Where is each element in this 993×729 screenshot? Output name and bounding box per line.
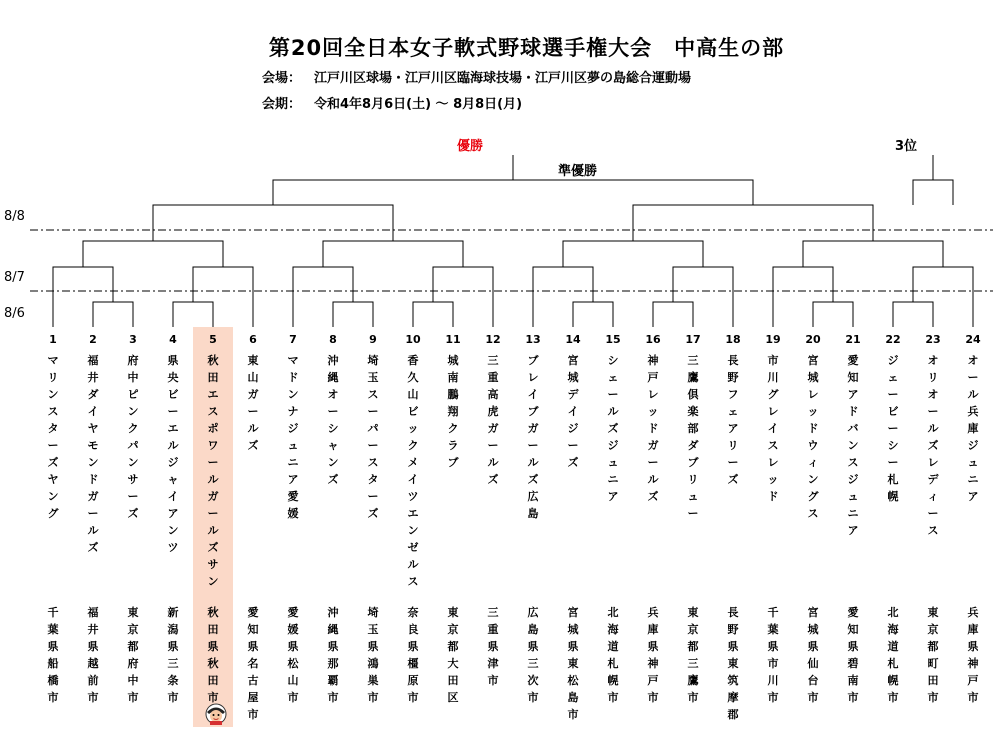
team-name: 香久山ビックメイツエンゼルス xyxy=(407,354,419,588)
team-city: 愛知県碧南市 xyxy=(847,606,859,704)
team-number: 19 xyxy=(765,333,781,346)
team-number: 1 xyxy=(49,333,57,346)
team-city: 兵庫県神戸市 xyxy=(647,606,659,704)
team-number: 12 xyxy=(485,333,501,346)
team-number: 15 xyxy=(605,333,621,346)
team-name: 県央ビーエルジャイアンツ xyxy=(167,354,179,554)
team-name: 城南鵬翔クラブ xyxy=(447,354,459,469)
round-date-second: 8/7 xyxy=(4,270,25,285)
team-number: 14 xyxy=(565,333,581,346)
team-name: 宮城デイジーズ xyxy=(567,354,579,469)
team-number: 18 xyxy=(725,333,741,346)
team-name: 宮城レッドウィングス xyxy=(807,354,819,520)
team-number: 16 xyxy=(645,333,661,346)
team-city: 東京都府中市 xyxy=(127,606,139,704)
team-name: 三重高虎ガールズ xyxy=(487,354,499,486)
team-city: 北海道札幌市 xyxy=(607,606,619,704)
team-city: 三重県津市 xyxy=(487,606,499,687)
team-city: 福井県越前市 xyxy=(87,606,99,704)
team-number: 7 xyxy=(289,333,297,346)
team-number: 3 xyxy=(129,333,137,346)
team-city: 千葉県市川市 xyxy=(767,606,779,704)
venue-label: 会場： xyxy=(262,71,302,86)
team-number: 5 xyxy=(209,333,217,346)
team-number: 13 xyxy=(525,333,541,346)
team-name: 府中ピンクパンサーズ xyxy=(127,354,139,520)
team-city: 千葉県船橋市 xyxy=(47,606,59,704)
page-title: 第20回全日本女子軟式野球選手権大会 中高生の部 xyxy=(268,36,785,60)
team-name: 福井ダイヤモンドガールズ xyxy=(87,354,99,554)
team-city: 埼玉県鴻巣市 xyxy=(367,606,379,704)
team-number: 4 xyxy=(169,333,177,346)
team-name: オリオールズレディース xyxy=(927,354,939,537)
team-city: 秋田県秋田市 xyxy=(207,606,219,704)
team-number: 20 xyxy=(805,333,821,346)
team-city: 東京都町田市 xyxy=(927,606,939,704)
team-city: 長野県東筑摩郡 xyxy=(727,606,739,721)
third-place-label: 3位 xyxy=(895,139,918,154)
team-number: 23 xyxy=(925,333,941,346)
team-number: 10 xyxy=(405,333,421,346)
runner-up-label: 準優勝 xyxy=(558,164,598,179)
team-name: 埼玉スーパースターズ xyxy=(367,354,379,520)
team-city: 奈良県橿原市 xyxy=(407,606,419,704)
team-number: 17 xyxy=(685,333,701,346)
team-name: ブレイブガールズ広島 xyxy=(527,354,539,520)
team-number: 6 xyxy=(249,333,257,346)
team-city: 新潟県三条市 xyxy=(167,606,179,704)
mascot-icon xyxy=(205,703,227,725)
team-name: 長野フェアリーズ xyxy=(727,354,739,486)
team-number: 24 xyxy=(965,333,981,346)
team-city: 愛媛県松山市 xyxy=(287,606,299,704)
team-name: ジェービーシー札幌 xyxy=(887,354,899,503)
team-name: オール兵庫ジュニア xyxy=(967,354,979,503)
round-date-final: 8/8 xyxy=(4,209,25,224)
team-city: 沖縄県那覇市 xyxy=(327,606,339,704)
team-city: 宮城県東松島市 xyxy=(567,606,579,721)
team-number: 9 xyxy=(369,333,377,346)
team-city: 東京都大田区 xyxy=(447,606,459,704)
team-name: マリンスターズヤング xyxy=(47,354,59,520)
team-number: 22 xyxy=(885,333,901,346)
team-number: 11 xyxy=(445,333,461,346)
period-text: 令和4年8月6日(土) 〜 8月8日(月) xyxy=(314,97,523,112)
team-name: 三鷹倶楽部ダブリュー xyxy=(687,354,699,520)
champion-label: 優勝 xyxy=(457,139,484,154)
team-city: 宮城県仙台市 xyxy=(807,606,819,704)
team-name: シェールズジュニア xyxy=(607,354,619,503)
team-city: 愛知県名古屋市 xyxy=(247,606,259,721)
team-name: 沖縄オーシャンズ xyxy=(327,354,339,486)
team-city: 北海道札幌市 xyxy=(887,606,899,704)
team-name: 東山ガールズ xyxy=(247,354,259,452)
period-label: 会期： xyxy=(262,97,302,112)
round-date-first: 8/6 xyxy=(4,306,25,321)
team-name: 秋田エスポワールガールズサン xyxy=(207,354,219,588)
team-name: マドンナジュニア愛媛 xyxy=(287,354,299,520)
team-city: 広島県三次市 xyxy=(527,606,539,704)
team-number: 2 xyxy=(89,333,97,346)
team-name: 神戸レッドガールズ xyxy=(647,354,659,503)
team-city: 東京都三鷹市 xyxy=(687,606,699,704)
team-name: 愛知アドバンスジュニア xyxy=(847,354,859,537)
venue-text: 江戸川区球場・江戸川区臨海球技場・江戸川区夢の島総合運動場 xyxy=(314,71,692,86)
team-name: 市川グレイスレッド xyxy=(767,354,779,503)
team-number: 21 xyxy=(845,333,861,346)
team-number: 8 xyxy=(329,333,337,346)
team-city: 兵庫県神戸市 xyxy=(967,606,979,704)
